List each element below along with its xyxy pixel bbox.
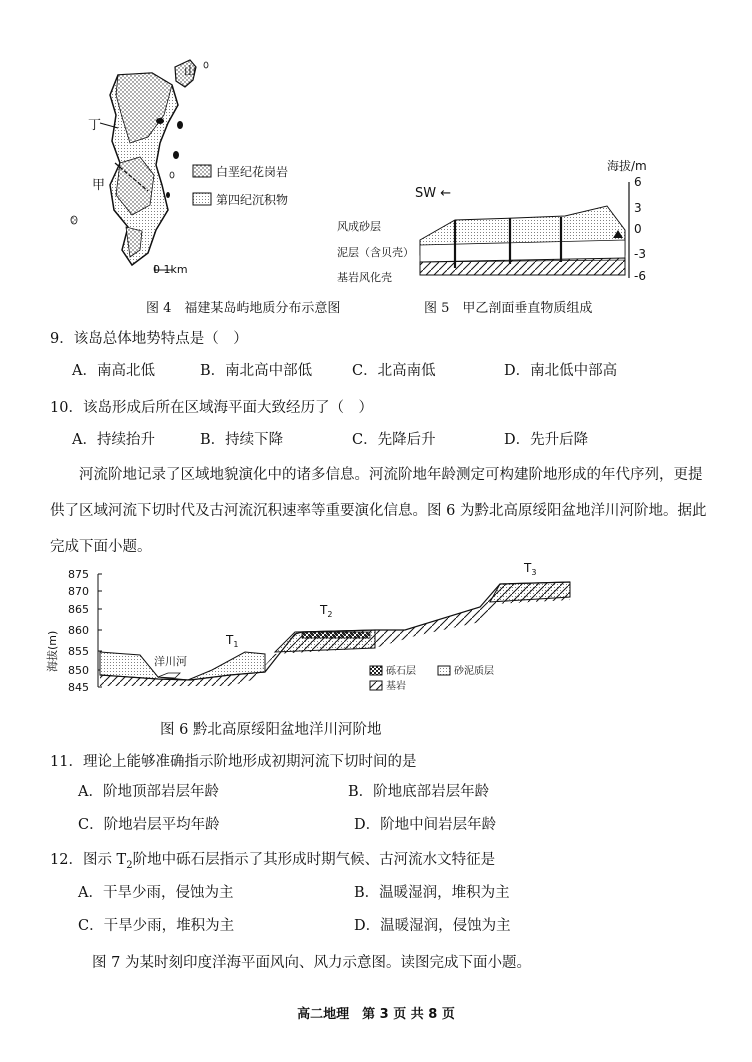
q11-stem: 11．理论上能够准确指示阶地形成初期河流下切时间的是 (50, 754, 417, 770)
q11-option-c: C．阶地岩层平均年龄 (78, 817, 220, 833)
legend-sand-mud: 砂泥质层 (454, 666, 494, 677)
q10-option-a: A．持续抬升 (72, 432, 155, 448)
ytick-845: 845 (68, 681, 89, 694)
ytick-870: 870 (68, 585, 89, 598)
tick-m6: -6 (634, 269, 646, 283)
q9-stem: 9．该岛总体地势特点是（ ） (50, 331, 248, 347)
fig6-bedrock (100, 582, 570, 686)
terrace-t2-sub: 2 (327, 610, 333, 619)
q12-stem-sub: 2 (126, 859, 133, 871)
island-shape (71, 60, 208, 265)
label-jia: 甲 (92, 178, 106, 193)
label-mountain: 山 (184, 64, 197, 78)
fig6-terrace-profile (40, 562, 580, 697)
fig4-scale-bar (153, 263, 188, 276)
fig5-caption: 图 5 甲乙剖面垂直物质组成 (424, 301, 593, 316)
fig6-caption: 图 6 黔北高原绥阳盆地洋川河阶地 (160, 722, 382, 738)
q9-option-b: B．南北高中部低 (200, 363, 313, 379)
fig6-ylabel: 海拔(m) (46, 630, 59, 672)
q9-option-d: D．南北低中部高 (504, 363, 618, 379)
q11-option-a: A．阶地顶部岩层年龄 (78, 784, 219, 800)
tick-0: 0 (634, 222, 642, 236)
river-label: 洋川河 (154, 655, 187, 668)
q9-option-c: C．北高南低 (352, 363, 436, 379)
fig6-yticks (68, 568, 102, 694)
fig5-axis-ticks (634, 175, 646, 283)
q12-option-c: C．干旱少雨，堆积为主 (78, 918, 235, 934)
page-footer: 高二地理 第 3 页 共 8 页 (297, 1007, 455, 1022)
terrace-t1-letter: T (226, 633, 234, 647)
fig5-layers (420, 206, 625, 275)
terrace-t2-letter: T (320, 603, 328, 617)
legend-gravel: 砾石层 (386, 666, 416, 677)
fig4-caption: 图 4 福建某岛屿地质分布示意图 (146, 301, 341, 316)
layer-bedrock: 基岩风化壳 (337, 271, 392, 284)
q11-option-b: B．阶地底部岩层年龄 (348, 784, 490, 800)
legend-granite: 白垩纪花岗岩 (216, 165, 289, 179)
q10-option-d: D．先升后降 (504, 432, 589, 448)
fig5-profile (335, 150, 695, 290)
q12-option-b: B．温暖湿润，堆积为主 (354, 885, 510, 901)
terrace-t2-label (319, 603, 332, 619)
terrace-t3-letter: T (524, 562, 532, 575)
terrace-t3-sub: 3 (531, 568, 537, 577)
fig7-intro: 图 7 为某时刻印度洋海平面风向、风力示意图。读图完成下面小题。 (92, 955, 531, 971)
fig4-island-map (60, 45, 320, 295)
q10-stem: 10．该岛形成后所在区域海平面大致经历了（ ） (50, 400, 373, 416)
fig4-legend (193, 164, 288, 207)
tick-6: 6 (634, 175, 642, 189)
terrace-t1-label (225, 633, 238, 649)
terrace-t3-label (523, 562, 536, 577)
scale-text: 0 1km (153, 263, 188, 276)
q12-stem-post: 阶地中砾石层指示了其形成时期气候、古河流水文特征是 (132, 852, 496, 868)
ytick-875: 875 (68, 568, 89, 581)
tick-m3: -3 (634, 247, 646, 261)
label-ding: 丁 (88, 118, 102, 133)
ytick-865: 865 (68, 603, 89, 616)
fig6-legend (370, 664, 494, 692)
passage: 河流阶地记录了区域地貌演化中的诸多信息。河流阶地年龄测定可构建阶地形成的年代序列，更提供了区域河流下切时代及古河流沉积速率等重要演化信息。图 6 为黔北高原绥阳盆地洋川河阶地。据此完成下面小题。 (50, 467, 707, 555)
ytick-860: 860 (68, 624, 89, 637)
q12-option-d: D．温暖湿润，侵蚀为主 (354, 918, 511, 934)
layer-aeolian-sand: 风成砂层 (337, 220, 381, 233)
fig5-unit: 海拔/m (607, 159, 647, 173)
q10-option-c: C．先降后升 (352, 432, 436, 448)
q10-option-b: B．持续下降 (200, 432, 284, 448)
fig5-direction: SW ← (415, 186, 452, 201)
q12-stem (50, 850, 495, 876)
legend-quaternary: 第四纪沉积物 (216, 193, 289, 207)
ytick-850: 850 (68, 664, 89, 677)
legend-bedrock: 基岩 (386, 681, 406, 692)
q9-option-a: A．南高北低 (72, 363, 155, 379)
layer-mud: 泥层（含贝壳） (337, 246, 414, 259)
ytick-855: 855 (68, 645, 89, 658)
q12-option-a: A．干旱少雨，侵蚀为主 (78, 885, 234, 901)
terrace-t1-sub: 1 (233, 640, 239, 649)
q11-option-d: D．阶地中间岩层年龄 (354, 817, 497, 833)
q12-stem-pre: 12．图示 T (50, 852, 127, 868)
tick-3: 3 (634, 201, 642, 215)
